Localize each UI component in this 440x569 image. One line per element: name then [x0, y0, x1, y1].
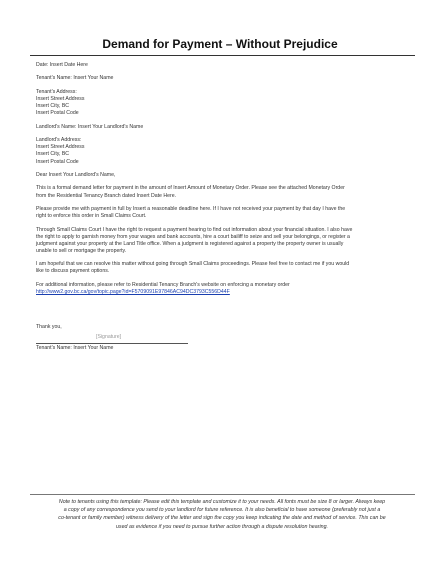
note-line: co-tenant or family member) witness delivery of the letter and sign the copy you keep indicating the date and method of service. This can be — [58, 515, 386, 522]
signature-block — [36, 324, 408, 354]
tenant-name-block — [36, 75, 408, 82]
note-line: used as evidence if you need to pursue further action through a dispute resolution hearing. — [115, 523, 328, 530]
tenant-city: Insert City, BC — [36, 103, 70, 110]
landlord-name-line: Landlord's Name: Insert Your Landlord's Name — [36, 123, 144, 130]
note-divider — [30, 494, 415, 495]
paragraph-deadline — [36, 206, 408, 220]
paragraph-small-claims — [36, 227, 408, 255]
additional-info-block — [36, 282, 408, 296]
landlord-name-block — [36, 124, 408, 131]
paragraph-amount — [36, 185, 408, 199]
note-line: Note to tenants using this template: Please edit this template and customize it to your needs. All fonts must be size 8 or larger. Always keep — [58, 499, 386, 505]
additional-info-line: For additional information, please refer to Residential Tenancy Branch's website on enforcing a monetary order — [36, 281, 290, 288]
landlord-address-block — [36, 137, 408, 165]
paragraph-line: This is a formal demand letter for payment in the amount of Insert Amount of Monetary Order. Please see the attached Monetary Order — [36, 185, 345, 192]
paragraph-resolution — [36, 261, 408, 275]
signature-placeholder: [Signature] — [96, 334, 122, 341]
paragraph-line: like to discuss payment options. — [36, 268, 110, 275]
note-line: a copy of any correspondence you send to your landlord for future reference. It is also beneficial to have someone (preferably not just a — [63, 507, 381, 514]
tenant-address-block — [36, 89, 408, 117]
tenant-name-line: Tenant's Name: Insert Your Name — [36, 75, 114, 82]
salutation — [36, 172, 408, 179]
paragraph-line: judgment against your property at the Land Title office. When a judgment is registered against a property the property owner is usually — [36, 240, 344, 247]
landlord-postal-code: Insert Postal Code — [36, 158, 79, 165]
paragraph-line: the right to apply to garnish money from your wages and bank accounts, hire a court bailiff to seize and sell your belongings, or register a — [36, 233, 350, 240]
landlord-address-label: Landlord's Address: — [36, 137, 82, 144]
closing-line: Thank you, — [36, 324, 62, 331]
paragraph-line: I am hopeful that we can resolve this matter without going through Small Claims proceedings. Please feel free to contact me if you would — [36, 261, 350, 268]
paragraph-line: Please provide me with payment in full by Insert a reasonable deadline here. If I have not received your payment by that day I have the — [36, 206, 346, 213]
salutation-line: Dear Insert Your Landlord's Name, — [36, 171, 116, 178]
signature-name-line: Tenant's Name: Insert Your Name — [36, 345, 114, 352]
paragraph-line: from the Residential Tenancy Branch dated Insert Date Here. — [36, 192, 177, 199]
paragraph-line: Through Small Claims Court I have the right to request a payment hearing to find out information about your financial situation. I also have — [36, 226, 353, 233]
date-block — [36, 62, 408, 69]
title-divider — [30, 55, 415, 56]
rtb-enforcement-link[interactable]: http://www2.gov.bc.ca/gov/topic.page?id=F5709091E97846AC94DC3793C556D44F — [36, 289, 230, 296]
landlord-street: Insert Street Address — [36, 144, 85, 151]
paragraph-line: unable to sell or mortgage the property. — [36, 247, 127, 254]
tenant-address-label: Tenant's Address: — [36, 88, 77, 95]
tenant-street: Insert Street Address — [36, 96, 85, 103]
landlord-city: Insert City, BC — [36, 151, 70, 158]
signature-line — [36, 343, 188, 344]
document-title: Demand for Payment – Without Prejudice — [102, 37, 338, 51]
date-line: Date: Insert Date Here — [36, 62, 88, 68]
paragraph-line: right to enforce this order in Small Claims Court. — [36, 213, 147, 220]
tenant-postal-code: Insert Postal Code — [36, 110, 79, 117]
letter-body — [36, 62, 408, 354]
template-note — [38, 498, 406, 531]
